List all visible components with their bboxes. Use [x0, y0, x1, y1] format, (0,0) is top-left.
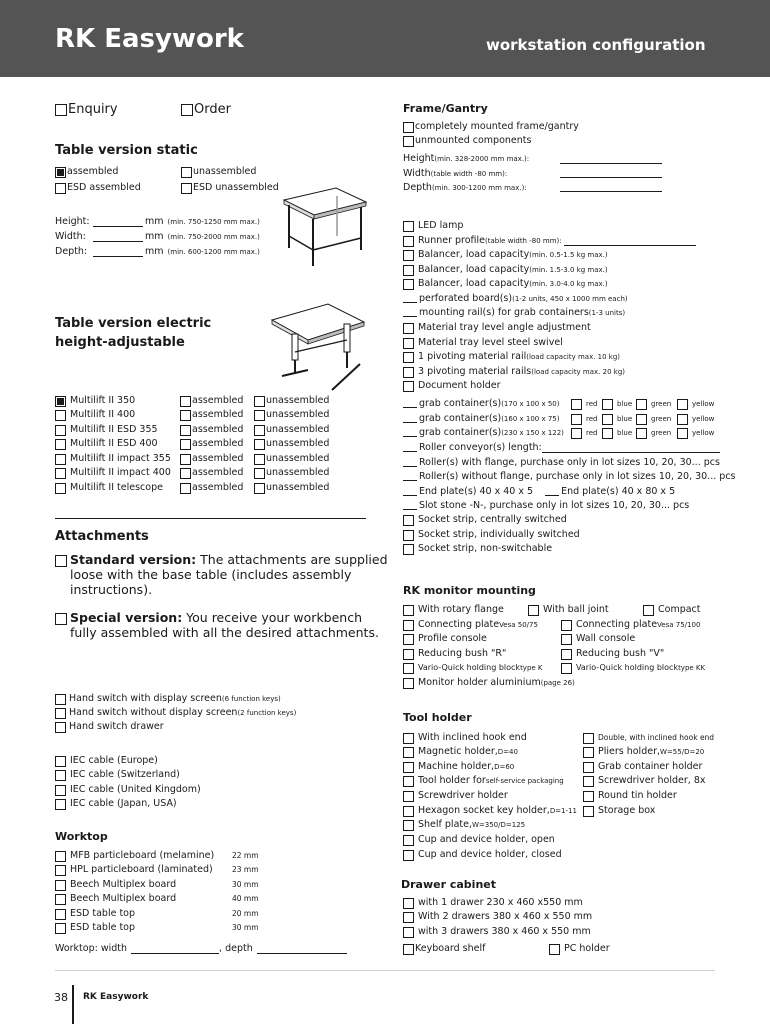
- grab-container-row[interactable]: grab container(s) (160 x 100 x 75): [403, 413, 559, 425]
- checkbox[interactable]: [403, 835, 414, 846]
- table-electric-heading-line1: Table version electric: [55, 316, 212, 331]
- worktop-thickness: 22 mm: [232, 851, 259, 860]
- checkbox[interactable]: [403, 747, 414, 758]
- quantity-line[interactable]: [403, 502, 417, 510]
- keyboard-shelf-option[interactable]: Keyboard shelf: [403, 943, 485, 955]
- depth-input-line[interactable]: [93, 248, 143, 257]
- worktop-thickness: 30 mm: [232, 880, 259, 889]
- grab-container-row[interactable]: grab container(s) (170 x 100 x 50): [403, 398, 559, 410]
- unassembled-option[interactable]: unassembled: [254, 482, 329, 494]
- tool-holder-heading: Tool holder: [403, 711, 472, 724]
- checkbox[interactable]: [403, 776, 414, 787]
- frame-width-field[interactable]: Width (table width -80 mm):: [403, 168, 508, 179]
- table-electric-heading-line2: height-adjustable: [55, 335, 185, 350]
- attachments-heading: Attachments: [55, 529, 149, 544]
- table-static-heading: Table version static: [55, 143, 198, 158]
- checkbox[interactable]: [677, 428, 688, 439]
- checkbox[interactable]: [254, 483, 265, 494]
- socket-strip-option[interactable]: Socket strip, non-switchable: [403, 543, 552, 555]
- static-table-illustration: [280, 184, 370, 276]
- static-unassembled[interactable]: unassembled: [181, 166, 256, 178]
- tool-holder-option[interactable]: Shelf plate, W=350/D=125: [403, 819, 525, 831]
- assembled-option[interactable]: assembled: [180, 424, 243, 436]
- cable-uk[interactable]: IEC cable (United Kingdom): [55, 784, 201, 796]
- checkbox[interactable]: [403, 323, 414, 334]
- checkbox[interactable]: [55, 694, 66, 705]
- monitor-bush-r[interactable]: Reducing bush "R": [403, 648, 506, 660]
- checkbox[interactable]: [55, 410, 66, 421]
- checkbox[interactable]: [583, 733, 594, 744]
- worktop-heading: Worktop: [55, 830, 108, 843]
- checkbox[interactable]: [55, 183, 66, 194]
- height-input-line[interactable]: [93, 218, 143, 227]
- checkbox[interactable]: [561, 620, 572, 631]
- static-esd-assembled[interactable]: ESD assembled: [55, 182, 141, 194]
- special-version-text: Special version: You receive your workbench fully assembled with all the desired attachments.: [70, 610, 379, 640]
- static-width-field[interactable]: Width: mm (min. 750-2000 mm max.): [55, 231, 260, 242]
- checkbox[interactable]: [403, 544, 414, 555]
- checkbox[interactable]: [636, 428, 647, 439]
- unassembled-option[interactable]: unassembled: [254, 395, 329, 407]
- checkbox[interactable]: [55, 799, 66, 810]
- checkbox[interactable]: [636, 414, 647, 425]
- accessory-led-lamp[interactable]: LED lamp: [403, 220, 463, 232]
- unassembled-option[interactable]: unassembled: [254, 424, 329, 436]
- checkbox[interactable]: [403, 367, 414, 378]
- checkbox[interactable]: [403, 649, 414, 660]
- checkbox[interactable]: [254, 425, 265, 436]
- checkbox[interactable]: [403, 620, 414, 631]
- accessory-pivoting-rails[interactable]: 3 pivoting material rails (load capacity max. 20 kg): [403, 366, 625, 378]
- checkbox[interactable]: [403, 250, 414, 261]
- static-esd-unassembled[interactable]: ESD unassembled: [181, 182, 279, 194]
- unassembled-option[interactable]: unassembled: [254, 453, 329, 465]
- tool-holder-option[interactable]: Magnetic holder, D=40: [403, 746, 518, 758]
- assembled-option[interactable]: assembled: [180, 467, 243, 479]
- checkbox[interactable]: [583, 747, 594, 758]
- quantity-line[interactable]: [403, 400, 417, 408]
- hand-switch-no-display[interactable]: Hand switch without display screen (2 function keys): [55, 707, 296, 719]
- accessory-balancer[interactable]: Balancer, load capacity (min. 1.5-3.0 kg max.): [403, 264, 608, 276]
- checkbox[interactable]: [55, 425, 66, 436]
- checkbox[interactable]: [55, 894, 66, 905]
- accessory-balancer[interactable]: Balancer, load capacity (min. 0.5-1.5 kg max.): [403, 249, 608, 261]
- checkbox[interactable]: [403, 850, 414, 861]
- model-row[interactable]: Multilift II ESD 355: [55, 424, 158, 436]
- checkbox[interactable]: [403, 515, 414, 526]
- roller-flange-row[interactable]: Roller(s) with flange, purchase only in lot sizes 10, 20, 30... pcs: [403, 457, 720, 469]
- checkbox[interactable]: [254, 468, 265, 479]
- checkbox[interactable]: [403, 530, 414, 541]
- accessory-document-holder[interactable]: Document holder: [403, 380, 501, 392]
- checkbox[interactable]: [571, 428, 582, 439]
- worktop-width-input[interactable]: [131, 945, 219, 954]
- checkbox[interactable]: [55, 396, 66, 407]
- checkbox[interactable]: [180, 410, 191, 421]
- accessory-perforated-board[interactable]: perforated board(s) (1-2 units, 450 x 1000 mm each): [403, 293, 628, 305]
- tool-holder-option[interactable]: Round tin holder: [583, 790, 677, 802]
- frame-heading: Frame/Gantry: [403, 102, 488, 115]
- checkbox[interactable]: [403, 820, 414, 831]
- tool-holder-option[interactable]: Hexagon socket key holder, D=1-11: [403, 805, 577, 817]
- hand-switch-drawer[interactable]: Hand switch drawer: [55, 721, 164, 733]
- accessory-material-tray-angle[interactable]: Material tray level angle adjustment: [403, 322, 591, 334]
- quantity-line[interactable]: [545, 488, 559, 496]
- checkbox[interactable]: [254, 439, 265, 450]
- checkbox[interactable]: [677, 414, 688, 425]
- accessory-material-tray-steel[interactable]: Material tray level steel swivel: [403, 337, 563, 349]
- monitor-wall-console[interactable]: Wall console: [561, 633, 635, 645]
- accessory-runner-profile[interactable]: Runner profile (table width -80 mm):: [403, 235, 696, 247]
- checkbox[interactable]: [403, 122, 414, 133]
- checkbox[interactable]: [403, 236, 414, 247]
- page-number: 38: [54, 991, 68, 1004]
- frame-mounted-option[interactable]: completely mounted frame/gantry: [403, 121, 579, 133]
- monitor-vesa-50[interactable]: Connecting plate Vesa 50/75: [403, 619, 538, 631]
- accessory-balancer[interactable]: Balancer, load capacity (min. 3.0-4.0 kg max.): [403, 278, 608, 290]
- assembled-option[interactable]: assembled: [180, 482, 243, 494]
- static-assembled[interactable]: assembled: [55, 166, 118, 178]
- tool-holder-option[interactable]: Storage box: [583, 805, 655, 817]
- checkbox[interactable]: [55, 880, 66, 891]
- color-options[interactable]: red blue green yellow: [571, 398, 714, 410]
- monitor-profile-console[interactable]: Profile console: [403, 633, 487, 645]
- special-version-checkbox[interactable]: [55, 613, 67, 625]
- checkbox[interactable]: [403, 338, 414, 349]
- checkbox[interactable]: [403, 136, 414, 147]
- monitor-vesa-75[interactable]: Connecting plate Vesa 75/100: [561, 619, 700, 631]
- checkbox[interactable]: [403, 279, 414, 290]
- page-header: [0, 0, 770, 77]
- checkbox[interactable]: [181, 183, 192, 194]
- checkbox[interactable]: [55, 851, 66, 862]
- grab-container-row[interactable]: grab container(s) (230 x 150 x 122): [403, 427, 564, 439]
- worktop-depth-input[interactable]: [257, 945, 347, 954]
- frame-depth-field[interactable]: Depth (min. 300-1200 mm max.):: [403, 182, 527, 193]
- footer-title: RK Easywork: [83, 992, 149, 1002]
- checkbox[interactable]: [180, 454, 191, 465]
- unassembled-option[interactable]: unassembled: [254, 409, 329, 421]
- quantity-line[interactable]: [403, 459, 417, 467]
- checkbox[interactable]: [55, 483, 66, 494]
- unassembled-option[interactable]: unassembled: [254, 438, 329, 450]
- checkbox[interactable]: [602, 399, 613, 410]
- checkbox[interactable]: [561, 649, 572, 660]
- quantity-line[interactable]: [403, 429, 417, 437]
- checkbox[interactable]: [602, 428, 613, 439]
- tool-holder-option[interactable]: Pliers holder, W=55/D=20: [583, 746, 704, 758]
- model-row[interactable]: Multilift II ESD 400: [55, 438, 158, 450]
- checkbox[interactable]: [55, 722, 66, 733]
- checkbox[interactable]: [403, 898, 414, 909]
- checkbox[interactable]: [180, 439, 191, 450]
- checkbox[interactable]: [180, 425, 191, 436]
- checkbox[interactable]: [549, 944, 560, 955]
- checkbox[interactable]: [583, 791, 594, 802]
- checkbox[interactable]: [403, 678, 414, 689]
- checkbox[interactable]: [55, 439, 66, 450]
- model-row[interactable]: Multilift II impact 355: [55, 453, 171, 465]
- tool-holder-option[interactable]: Cup and device holder, open: [403, 834, 555, 846]
- assembled-option[interactable]: assembled: [180, 438, 243, 450]
- checkbox[interactable]: [561, 634, 572, 645]
- frame-width-input[interactable]: [560, 177, 662, 178]
- tool-holder-option[interactable]: Grab container holder: [583, 761, 702, 773]
- checkbox[interactable]: [403, 352, 414, 363]
- accessory-mounting-rail[interactable]: mounting rail(s) for grab containers (1-3 units): [403, 307, 625, 319]
- runner-length-input[interactable]: [564, 237, 696, 246]
- monitor-bush-v[interactable]: Reducing bush "V": [561, 648, 664, 660]
- page-subtitle: workstation configuration: [486, 36, 706, 54]
- monitor-compact[interactable]: Compact: [643, 604, 701, 616]
- checkbox[interactable]: [583, 776, 594, 787]
- frame-height-field[interactable]: Height (min. 328-2000 mm max.):: [403, 153, 530, 164]
- end-plate-row[interactable]: End plate(s) 40 x 40 x 5 End plate(s) 40 x 80 x 5: [403, 486, 675, 498]
- checkbox[interactable]: [602, 414, 613, 425]
- checkbox[interactable]: [403, 944, 414, 955]
- footer-bar: [72, 985, 74, 1024]
- assembled-option[interactable]: assembled: [180, 453, 243, 465]
- order-checkbox[interactable]: [181, 104, 193, 116]
- tool-holder-option[interactable]: Tool holder for self-service packaging: [403, 775, 564, 787]
- color-options[interactable]: red blue green yellow: [571, 427, 714, 439]
- checkbox[interactable]: [583, 762, 594, 773]
- checkbox[interactable]: [677, 399, 688, 410]
- model-row[interactable]: Multilift II 350: [55, 395, 135, 407]
- model-row[interactable]: Multilift II 400: [55, 409, 135, 421]
- checkbox[interactable]: [181, 167, 192, 178]
- checkbox[interactable]: [403, 634, 414, 645]
- model-row[interactable]: Multilift II impact 400: [55, 467, 171, 479]
- quantity-line[interactable]: [403, 488, 417, 496]
- worktop-option[interactable]: ESD table top: [55, 908, 135, 920]
- checkbox[interactable]: [403, 265, 414, 276]
- roller-conveyor-row[interactable]: Roller conveyor(s) length:: [403, 442, 720, 454]
- drawer-heading: Drawer cabinet: [401, 878, 496, 891]
- checkbox[interactable]: [403, 605, 414, 616]
- quantity-line[interactable]: [403, 473, 417, 481]
- cable-europe[interactable]: IEC cable (Europe): [55, 755, 158, 767]
- enquiry-option[interactable]: Enquiry: [55, 102, 118, 117]
- standard-version-checkbox[interactable]: [55, 555, 67, 567]
- section-divider: [55, 518, 366, 519]
- checkbox[interactable]: [55, 865, 66, 876]
- checkbox[interactable]: [55, 785, 66, 796]
- accessory-pivoting-rail[interactable]: 1 pivoting material rail (load capacity max. 10 kg): [403, 351, 620, 363]
- checkbox[interactable]: [403, 733, 414, 744]
- tool-holder-option[interactable]: Screwdriver holder, 8x: [583, 775, 706, 787]
- worktop-size-fields[interactable]: Worktop: width , depth: [55, 943, 347, 955]
- checkbox[interactable]: [403, 381, 414, 392]
- checkbox[interactable]: [55, 756, 66, 767]
- assembled-option[interactable]: assembled: [180, 409, 243, 421]
- drawer-option[interactable]: with 3 drawers 380 x 460 x 550 mm: [403, 926, 591, 938]
- tool-holder-option[interactable]: With inclined hook end: [403, 732, 527, 744]
- checkbox[interactable]: [254, 454, 265, 465]
- enquiry-checkbox[interactable]: [55, 104, 67, 116]
- static-height-field[interactable]: Height: mm (min. 750-1250 mm max.): [55, 216, 260, 227]
- socket-strip-option[interactable]: Socket strip, individually switched: [403, 529, 580, 541]
- electric-table-illustration: [268, 300, 368, 392]
- worktop-thickness: 40 mm: [232, 894, 259, 903]
- checkbox[interactable]: [55, 909, 66, 920]
- checkbox[interactable]: [180, 483, 191, 494]
- worktop-thickness: 30 mm: [232, 923, 259, 932]
- checkbox[interactable]: [403, 221, 414, 232]
- footer-divider: [55, 970, 715, 971]
- monitor-vario-k[interactable]: Vario-Quick holding block type K: [403, 662, 543, 674]
- frame-depth-input[interactable]: [560, 191, 662, 192]
- standard-version-text: Standard version: The attachments are supplied loose with the base table (includes assembly instructions).: [70, 552, 388, 597]
- monitor-holder-aluminium[interactable]: Monitor holder aluminium (page 26): [403, 677, 575, 689]
- checkbox[interactable]: [583, 806, 594, 817]
- assembled-option[interactable]: assembled: [180, 395, 243, 407]
- slot-stone-row[interactable]: Slot stone -N-, purchase only in lot sizes 10, 20, 30... pcs: [403, 500, 689, 512]
- checkbox[interactable]: [254, 410, 265, 421]
- color-options[interactable]: red blue green yellow: [571, 413, 714, 425]
- checkbox[interactable]: [254, 396, 265, 407]
- checkbox[interactable]: [403, 927, 414, 938]
- worktop-option[interactable]: HPL particleboard (laminated): [55, 864, 213, 876]
- pc-holder-option[interactable]: PC holder: [549, 943, 610, 955]
- frame-unmounted-option[interactable]: unmounted components: [403, 135, 531, 147]
- monitor-vario-kk[interactable]: Vario-Quick holding block type KK: [561, 662, 705, 674]
- checkbox[interactable]: [55, 167, 66, 178]
- checkbox[interactable]: [55, 708, 66, 719]
- worktop-thickness: 20 mm: [232, 909, 259, 918]
- hand-switch-display[interactable]: Hand switch with display screen (6 function keys): [55, 693, 281, 705]
- checkbox[interactable]: [180, 468, 191, 479]
- checkbox[interactable]: [403, 762, 414, 773]
- drawer-option[interactable]: with 1 drawer 230 x 460 x550 mm: [403, 897, 583, 909]
- model-row[interactable]: Multilift II telescope: [55, 482, 163, 494]
- checkbox[interactable]: [571, 414, 582, 425]
- quantity-line[interactable]: [403, 415, 417, 423]
- checkbox[interactable]: [55, 454, 66, 465]
- checkbox[interactable]: [571, 399, 582, 410]
- checkbox[interactable]: [403, 912, 414, 923]
- socket-strip-option[interactable]: Socket strip, centrally switched: [403, 514, 567, 526]
- quantity-line[interactable]: [403, 309, 417, 317]
- monitor-heading: RK monitor mounting: [403, 584, 536, 597]
- worktop-option[interactable]: ESD table top: [55, 922, 135, 934]
- checkbox[interactable]: [55, 923, 66, 934]
- cable-japan-usa[interactable]: IEC cable (Japan, USA): [55, 798, 177, 810]
- checkbox[interactable]: [403, 663, 414, 674]
- monitor-ball-joint[interactable]: With ball joint: [528, 604, 609, 616]
- checkbox[interactable]: [636, 399, 647, 410]
- roller-length-input[interactable]: [542, 444, 720, 453]
- checkbox[interactable]: [561, 663, 572, 674]
- unassembled-option[interactable]: unassembled: [254, 467, 329, 479]
- checkbox[interactable]: [528, 605, 539, 616]
- monitor-rotary-flange[interactable]: With rotary flange: [403, 604, 504, 616]
- checkbox[interactable]: [55, 770, 66, 781]
- checkbox[interactable]: [55, 468, 66, 479]
- worktop-option[interactable]: Beech Multiplex board: [55, 893, 176, 905]
- tool-holder-option[interactable]: Machine holder, D=60: [403, 761, 514, 773]
- worktop-thickness: 23 mm: [232, 865, 259, 874]
- roller-no-flange-row[interactable]: Roller(s) without flange, purchase only in lot sizes 10, 20, 30... pcs: [403, 471, 736, 483]
- tool-holder-option[interactable]: Cup and device holder, closed: [403, 849, 562, 861]
- static-depth-field[interactable]: Depth: mm (min. 600-1200 mm max.): [55, 246, 260, 257]
- tool-holder-option[interactable]: Screwdriver holder: [403, 790, 508, 802]
- checkbox[interactable]: [403, 806, 414, 817]
- checkbox[interactable]: [180, 396, 191, 407]
- tool-holder-option[interactable]: Double, with inclined hook end: [583, 732, 714, 744]
- cable-switzerland[interactable]: IEC cable (Switzerland): [55, 769, 180, 781]
- quantity-line[interactable]: [403, 295, 417, 303]
- order-option[interactable]: Order: [181, 102, 231, 117]
- drawer-option[interactable]: With 2 drawers 380 x 460 x 550 mm: [403, 911, 592, 923]
- checkbox[interactable]: [643, 605, 654, 616]
- worktop-option[interactable]: Beech Multiplex board: [55, 879, 176, 891]
- width-input-line[interactable]: [93, 233, 143, 242]
- quantity-line[interactable]: [403, 444, 417, 452]
- frame-height-input[interactable]: [560, 163, 662, 164]
- worktop-option[interactable]: MFB particleboard (melamine): [55, 850, 214, 862]
- checkbox[interactable]: [403, 791, 414, 802]
- brand-title: RK Easywork: [55, 24, 244, 54]
